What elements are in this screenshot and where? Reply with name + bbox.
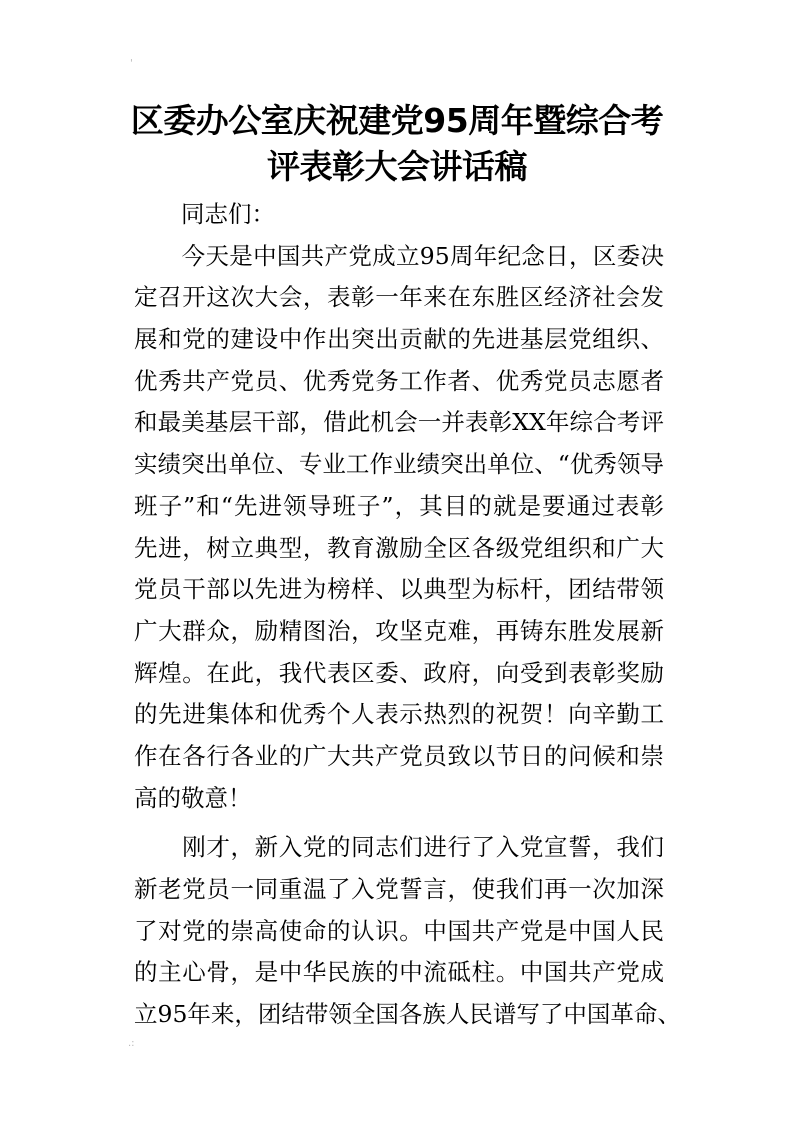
paragraph-line: 党员干部以先进为榜样、以典型为标杆，团结带领 — [134, 575, 664, 604]
scan-mark-bottom: .: — [128, 1038, 135, 1049]
paragraph-line: 和最美基层干部，借此机会一并表彰XX年综合考评 — [134, 408, 664, 437]
title-line-2: 评表彰大会讲话稿 — [267, 147, 527, 186]
paragraph-line: 实绩突出单位、专业工作业绩突出单位、“优秀领导 — [134, 450, 664, 479]
greeting: 同志们： — [181, 200, 275, 228]
paragraph-line: 刚才，新入党的同志们进行了入党宣誓，我们 — [134, 833, 664, 862]
title-line-1: 区委办公室庆祝建党95周年暨综合考 — [130, 101, 664, 140]
paragraph-line: 的先进集体和优秀个人表示热烈的祝贺！向辛勤工 — [134, 700, 664, 729]
paragraph-line: 高的敬意！ — [134, 783, 252, 812]
paragraph-line: 优秀共产党员、优秀党务工作者、优秀党员志愿者 — [134, 366, 664, 395]
paragraph-line: 展和党的建设中作出突出贡献的先进基层党组织、 — [134, 325, 664, 354]
paragraph-line: 的主心骨，是中华民族的中流砥柱。中国共产党成 — [134, 958, 664, 987]
paragraph-line: 作在各行各业的广大共产党员致以节日的问候和崇 — [134, 741, 664, 770]
paragraph-line: 广大群众，励精图治，攻坚克难，再铸东胜发展新 — [134, 616, 664, 645]
paragraph-line: 立95年来，团结带领全国各族人民谱写了中国革命、 — [134, 1000, 681, 1029]
paragraph-1 — [134, 236, 664, 820]
document-body — [134, 194, 681, 1036]
paragraph-line: 定召开这次大会，表彰一年来在东胜区经济社会发 — [134, 283, 664, 312]
paragraph-line: 新老党员一同重温了入党誓言，使我们再一次加深 — [134, 875, 664, 904]
paragraph-line: 先进，树立典型，教育激励全区各级党组织和广大 — [134, 533, 664, 562]
paragraph-line: 今天是中国共产党成立95周年纪念日，区委决 — [134, 241, 664, 270]
paragraph-line: 了对党的崇高使命的认识。中国共产党是中国人民 — [134, 916, 664, 945]
scan-mark-top: ' — [130, 58, 133, 69]
paragraph-spacer — [134, 819, 664, 827]
paragraph-line: 辉煌。在此，我代表区委、政府，向受到表彰奖励 — [134, 658, 664, 687]
paragraph-line: 班子”和“先进领导班子”，其目的就是要通过表彰 — [134, 491, 664, 520]
paragraph-2 — [134, 827, 681, 1035]
document-title — [120, 98, 674, 190]
